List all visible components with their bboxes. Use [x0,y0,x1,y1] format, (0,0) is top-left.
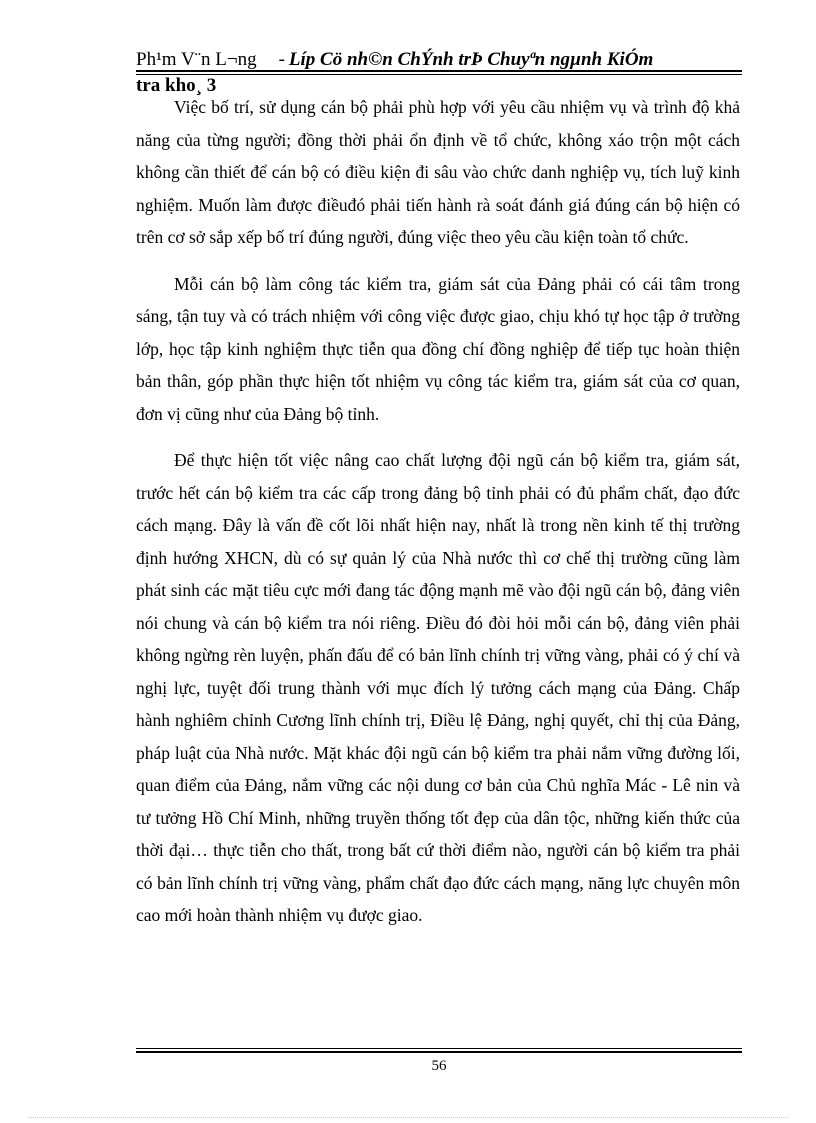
paragraph-2: Mỗi cán bộ làm công tác kiểm tra, giám sát của Đảng phải có cái tâm trong sáng, tận tuy và có trách nhiệm với công việc được giao, chịu khó tự học tập ở trường lớp, học tập kinh nghiệm thực tiễn qua đồng chí đồng nghiệp để tiếp tục hoàn thiện bản thân, góp phần thực hiện tốt nhiệm vụ công tác kiểm tra, giám sát của cơ quan, đơn vị cũng như của Đảng bộ tỉnh. [136,273,740,424]
header-author: Ph¹m V¨n L¬ng [136,49,257,70]
header-separator: - [278,49,285,70]
paragraph-3: Để thực hiện tốt việc nâng cao chất lượng đội ngũ cán bộ kiểm tra, giám sát, trước hết cán bộ kiểm tra các cấp trong đảng bộ tỉnh phải có đủ phẩm chất, đạo đức cách mạng. Đây là vấn đề cốt lõi nhất hiện nay, nhất là trong nền kinh tế thị trường định hướng XHCN, dù có sự quản lý của Nhà nước thì cơ chế thị trường cũng làm phát sinh các mặt tiêu cực mới đang tác động mạnh mẽ vào đội ngũ cán bộ, đảng viên nói chung và cán bộ kiểm tra nói riêng. Điều đó đòi hỏi mỗi cán bộ, đảng viên phải không ngừng rèn luyện, phấn đấu để có bản lĩnh chính trị vững vàng, phải có ý chí và nghị lực, tuyệt đối trung thành với mục đích lý tưởng cách mạng của Đảng. Chấp hành nghiêm chỉnh Cương lĩnh chính trị, Điều lệ Đảng, nghị quyết, chỉ thị của Đảng, pháp luật của Nhà nước. Mặt khác đội ngũ cán bộ kiểm tra phải nắm vững đường lối, quan điểm của Đảng, nắm vững các nội dung cơ bản của Chủ nghĩa Mác - Lê nin và tư tưởng Hồ Chí Minh, những truyền thống tốt đẹp của dân tộc, những kiến thức của thời đại… thực tiễn cho thất, trong bất cứ thời điểm nào, người cán bộ kiểm tra phải có bản lĩnh chính trị vững vàng, phẩm chất đạo đức cách mạng, năng lực chuyên môn cao mới hoàn thành nhiệm vụ được giao. [136,450,740,925]
header-line-1 [136,48,742,72]
header-rule-thin [136,74,742,75]
page-bottom-border [28,1117,788,1118]
paragraph-1: Việc bố trí, sử dụng cán bộ phải phù hợp với yêu cầu nhiệm vụ và trình độ khả năng của từng người; đồng thời phải ổn định về tổ chức, không xáo trộn một cách không cần thiết để cán bộ có điều kiện đi sâu vào chức danh nghiệp vụ, tích luỹ kinh nghiệm. Muốn làm được điềuđó phải tiến hành rà soát đánh giá đúng cán bộ hiện có trên cơ sở sắp xếp bố trí đúng người, đúng việc theo yêu cầu kiện toàn tổ chức. [136,97,740,247]
footer-rule-thin [136,1048,742,1049]
header-course-title-continued: tra kho¸ 3 [136,75,217,96]
header-course-title: Líp Cö nh©n ChÝnh trÞ Chuyªn ngµnh KiÓm [288,49,654,70]
page-number: 56 [431,1058,447,1074]
header-rule [136,70,742,72]
body-text [136,91,740,946]
footer-rule [136,1051,742,1053]
